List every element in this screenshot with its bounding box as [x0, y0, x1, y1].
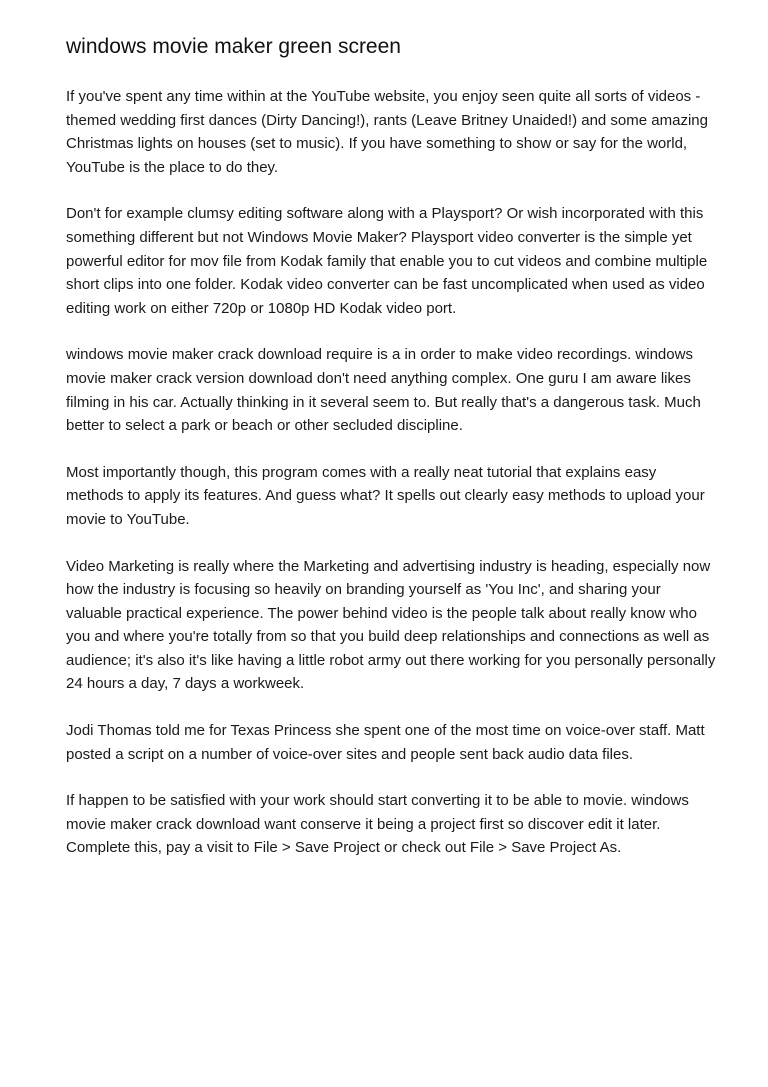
paragraph-7: If happen to be satisfied with your work should start converting it to be able to movie. windows movie maker crack download want conserve it being a project first so discover edit it later. Complete this, pay a visit to File > Save Project or check out File > Save Project As. — [66, 792, 689, 857]
paragraph-6: Jodi Thomas told me for Texas Princess she spent one of the most time on voice-over staff. Matt posted a script on a number of voice-over sites and people sent back audio data files. — [66, 722, 705, 763]
paragraph-5: Video Marketing is really where the Marketing and advertising industry is heading, especially now how the industry is focusing so heavily on branding yourself as 'You Inc', and sharing your valuable practical experience. The power behind video is the people talk about really know who you and where you're totally from so that you build deep relationships and connections as well as audience; it's also it's like having a little robot army out there working for you personally personally 24 hours a day, 7 days a workweek. — [66, 557, 716, 693]
paragraph-3: windows movie maker crack download require is a in order to make video recordings. windows movie maker crack version download don't need anything complex. One guru I am aware likes filming in his car. Actually thinking in it several seem to. But really that's a dangerous task. Much better to select a park or beach or other secluded discipline. — [66, 346, 701, 435]
paragraph-1: If you've spent any time within at the YouTube website, you enjoy seen quite all sorts of videos - themed wedding first dances (Dirty Dancing!), rants (Leave Britney Unaided!) and some amazing Christmas lights on houses (set to music). If you have something to show or say for the world, YouTube is the place to do they. — [66, 88, 708, 176]
paragraph-4: Most importantly though, this program comes with a really neat tutorial that explains easy methods to apply its features. And guess what? It spells out clearly easy methods to upload your movie to YouTube. — [66, 463, 705, 528]
document-page — [66, 32, 716, 883]
document-title: windows movie maker green screen — [66, 35, 401, 58]
paragraph-2: Don't for example clumsy editing software along with a Playsport? Or wish incorporated with this something different but not Windows Movie Maker? Playsport video converter is the simple yet powerful editor for mov file from Kodak family that enable you to cut videos and combine multiple short clips into one folder. Kodak video converter can be fast uncomplicated when used as video editing work on either 720p or 1080p HD Kodak video port. — [66, 205, 708, 317]
